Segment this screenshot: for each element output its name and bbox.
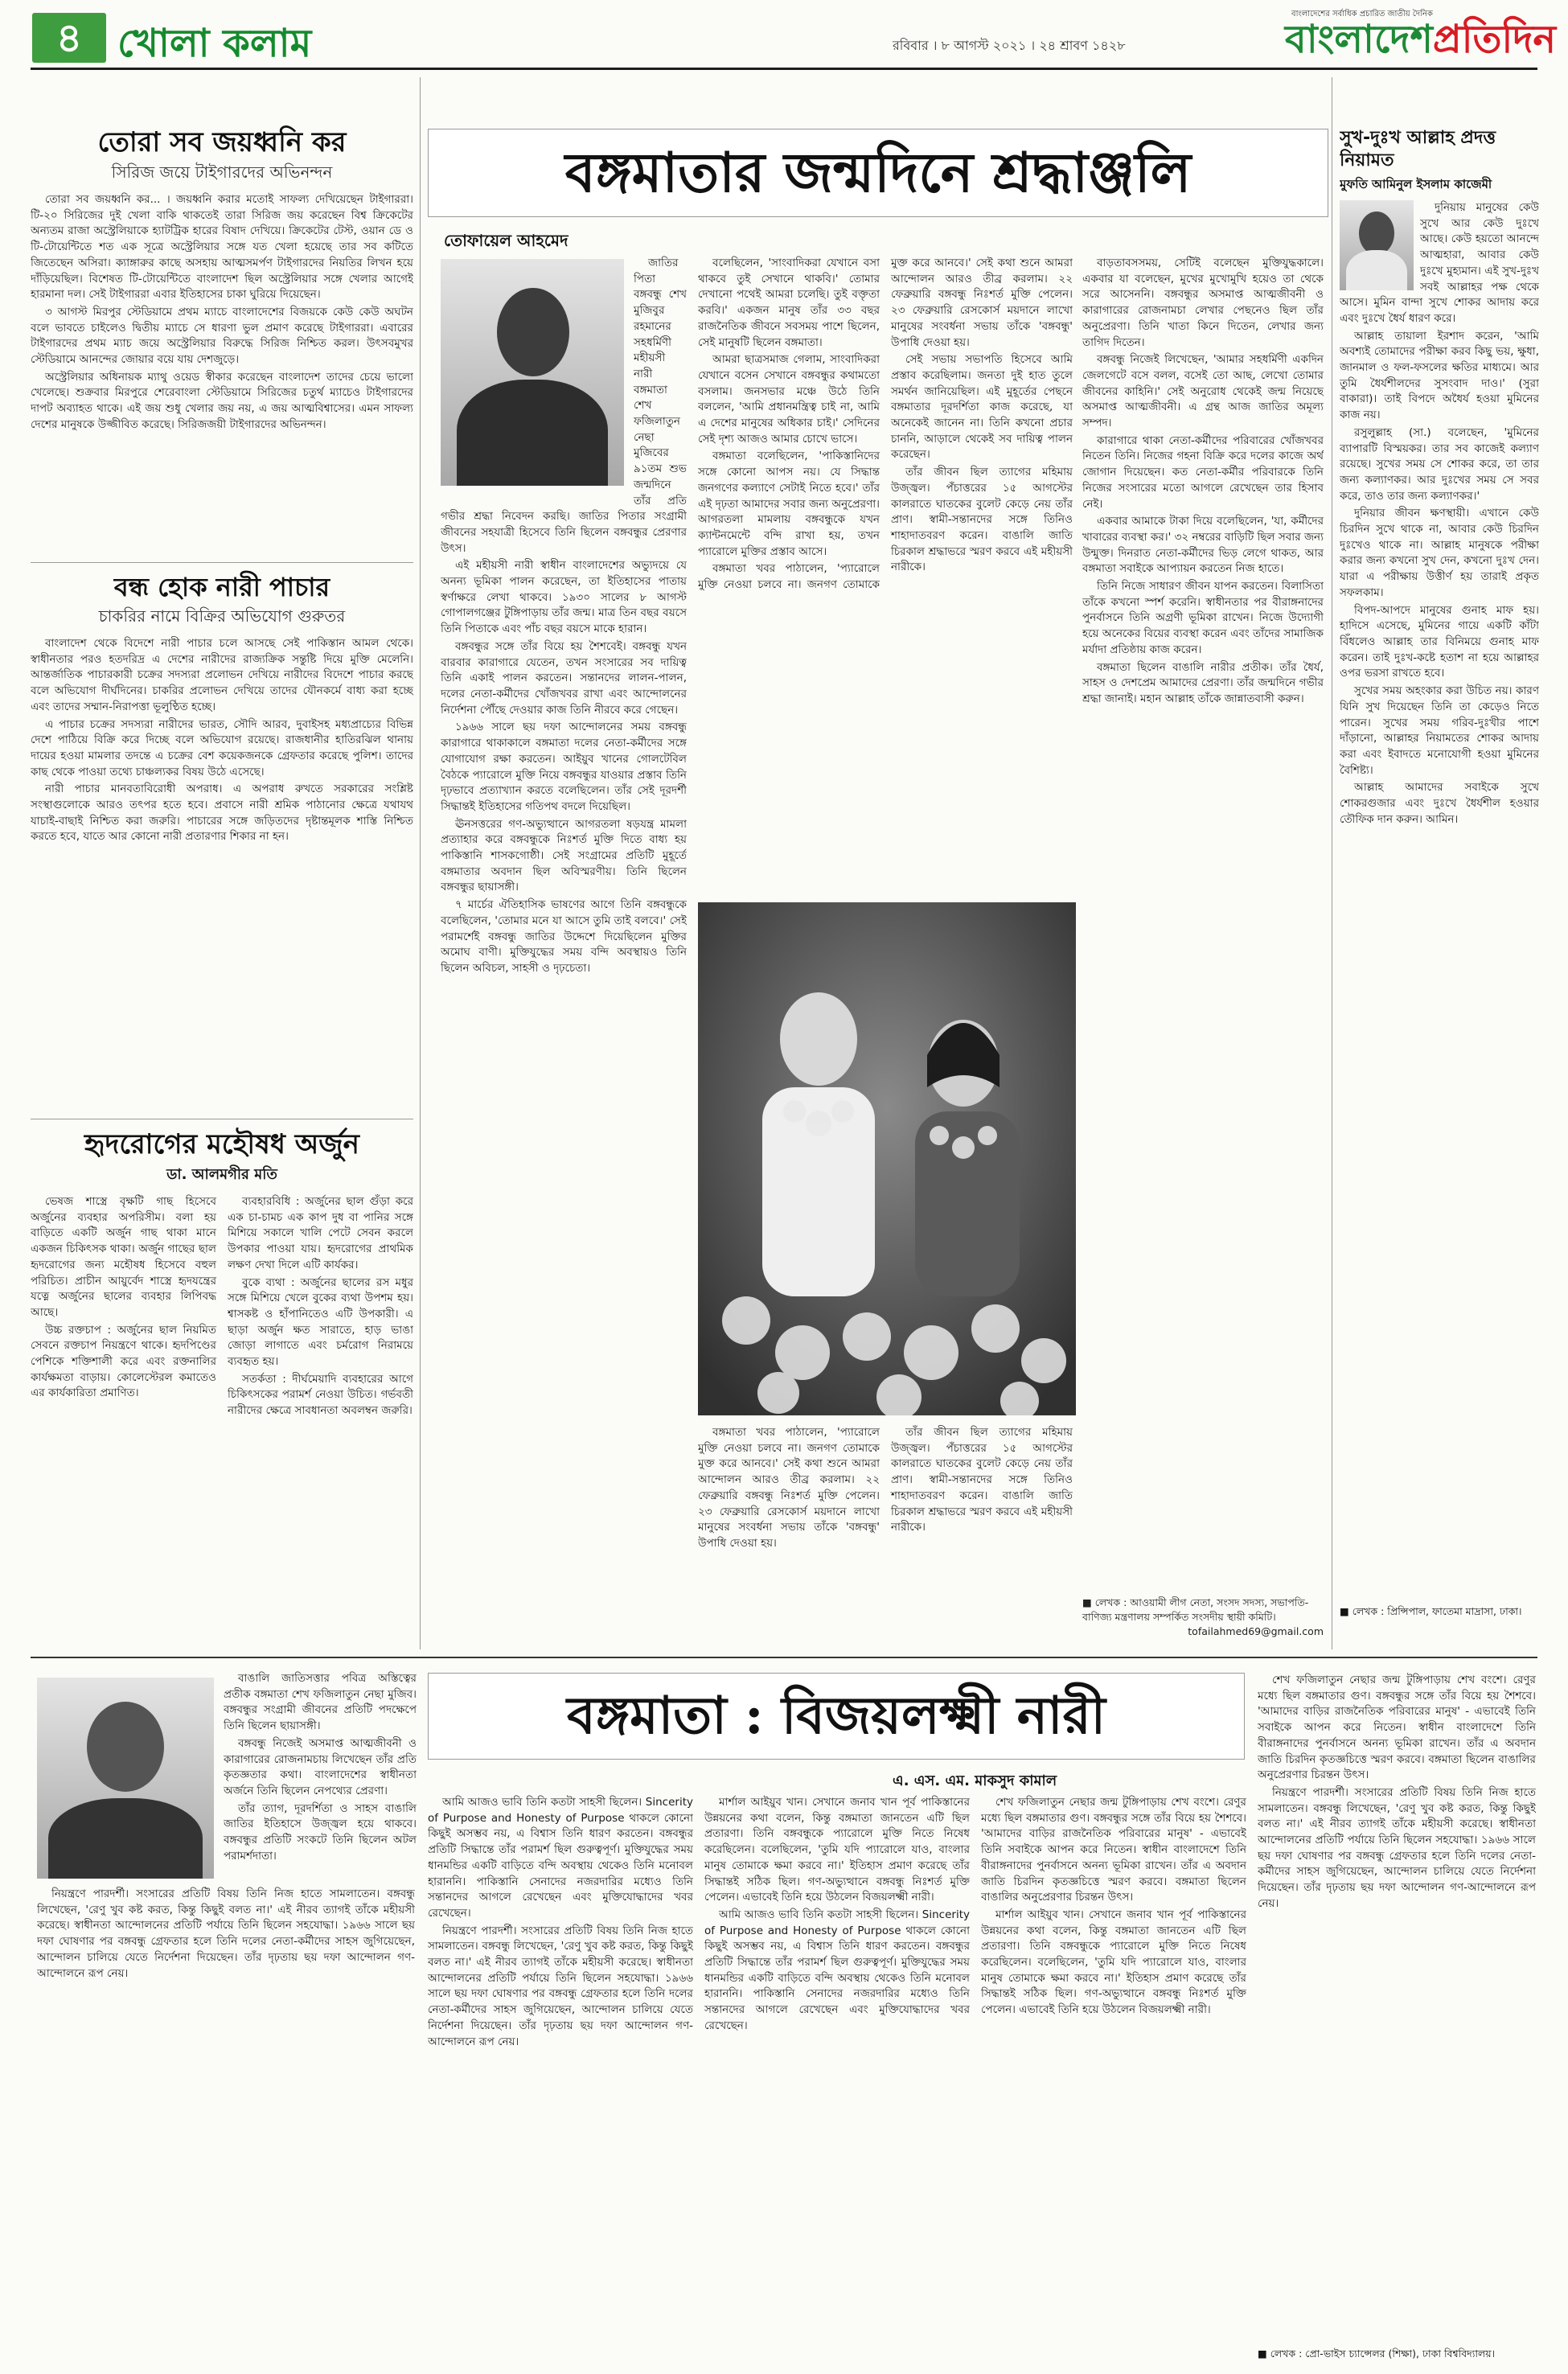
paragraph: ভেষজ শাস্ত্রে বৃক্ষটি গাছ হিসেবে অর্জুনের ব্যবহার অপরিসীম। বলা হয় বাড়িতে একটি অর্জুন গাছ থাকা মানে একজন চিকিৎসক থাকা। অর্জুন গাছের ছাল হৃদরোগের জন্য মহৌষধ হিসেবে বহুল পরিচিত। প্রাচীন আয়ুর্বেদ শাস্ত্রে হৃদযন্ত্রের যত্নে অর্জুনের ছালের ব্যবহার লিপিবদ্ধ আছে। [31, 1195, 216, 1319]
lead-headline: বঙ্গমাতার জন্মদিনে শ্রদ্ধাঞ্জলি [564, 141, 1192, 205]
newspaper-logo[interactable] [1229, 8, 1557, 63]
author-email[interactable]: tofailahmed69@gmail.com [1188, 1625, 1324, 1637]
paragraph: বঙ্গমাতা বলেছিলেন, 'পাকিস্তানিদের সঙ্গে কোনো আপস নয়। যে সিদ্ধান্ত জনগণের কল্যাণে সেটাই নিতে হবে।' তাঁর এই দৃঢ়তা আমাদের সবার জন্য অনুপ্রেরণা। আগরতলা মামলায় বঙ্গবন্ধুকে যখন ক্যান্টনমেন্টে বন্দি রাখা হয়, তখন প্যারোলে মুক্তির প্রস্তাব আসে। [698, 450, 880, 558]
paragraph: ৭ মার্চের ঐতিহাসিক ভাষণের আগে তিনি বঙ্গবন্ধুকে বলেছিলেন, 'তোমার মনে যা আসে তুমি তাই বলবে।' সেই পরামর্শেই বঙ্গবন্ধু জাতির উদ্দেশে দিয়েছিলেন মুক্তির অমোঘ বাণী। মুক্তিযুদ্ধের সময় বন্দি অবস্থায়ও তিনি ছিলেন অবিচল, সাহসী ও দৃঢ়চেতা। [441, 898, 687, 975]
paragraph: এ পাচার চক্রের সদস্যরা নারীদের ভারত, সৌদি আরব, দুবাইসহ মধ্যপ্রাচ্যের বিভিন্ন দেশে পাঠিয়ে বিক্রি করে দিচ্ছে বলে অভিযোগ রয়েছে। রাজধানীর হাতিরঝিল থানায় দায়ের হওয়া মামলার তদন্তে এ চক্রের বেশ কয়েকজনকে গ্রেফতার করেছে পুলিশ। তাদের কাছ থেকে পাওয়া তথ্যে চাঞ্চল্যকর বিষয় উঠে এসেছে। [31, 717, 413, 778]
lead-byline: তোফায়েল আহমেদ [444, 231, 569, 250]
paragraph: আমরা ছাত্রসমাজ গেলাম, সাংবাদিকরা যেখানে বসেন সেখানে বঙ্গবন্ধুর কথামতো বসলাম। জনসভার মঞ্চে উঠে তিনি বললেন, 'আমি প্রধানমন্ত্রিত্ব চাই না, আমি এ দেশের মানুষের অধিকার চাই।' সেদিনের সেই দৃশ্য আজও আমার চোখে ভাসে। [698, 353, 880, 446]
paragraph: বুকে ব্যথা : অর্জুনের ছালের রস মধুর সঙ্গে মিশিয়ে খেলে বুকের ব্যথা উপশম হয়। শ্বাসকষ্ট ও হাঁপানিতেও এটি উপকারী। এ ছাড়া অর্জুন ক্ষত সারাতে, হাড় ভাঙা জোড়া লাগাতে এবং চর্মরোগ নিরাময়ে ব্যবহৃত হয়। [228, 1275, 413, 1369]
paragraph: মার্শাল আইয়ুব খান। সেখানে জনাব খান পূর্ব পাকিস্তানের উন্নয়নের কথা বলেন, কিন্তু বঙ্গমাতা জানতেন এটি ছিল প্রতারণা। তিনি বঙ্গবন্ধুকে প্যারোলে মুক্তি নিতে নিষেধ করেছিলেন। বলেছিলেন, 'তুমি যদি প্যারোলে যাও, বাংলার মানুষ তোমাকে ক্ষমা করবে না।' ইতিহাস প্রমাণ করেছে তাঁর সিদ্ধান্তই সঠিক ছিল। গণ-অভ্যুত্থানে বঙ্গবন্ধু নিঃশর্ত মুক্তি পেলেন। এভাবেই তিনি হয়ে উঠলেন বিজয়লক্ষ্মী নারী। [704, 1796, 970, 1904]
paragraph: বঙ্গবন্ধুর সঙ্গে তাঁর বিয়ে হয় শৈশবেই। বঙ্গবন্ধু যখন বারবার কারাগারে যেতেন, তখন সংসারের সব দায়িত্ব তিনি একাই পালন করতেন। সন্তানদের লালন-পালন, দলের নেতা-কর্মীদের খোঁজখবর রাখা এবং আন্দোলনের নির্দেশনা পৌঁছে দেওয়ার কাজ তিনি নীরবে করে গেছেন। [441, 639, 687, 717]
paragraph: বঙ্গমাতা খবর পাঠালেন, 'প্যারোলে মুক্তি নেওয়া চলবে না। জনগণ তোমাকে মুক্ত করে আনবে।' সেই কথা শুনে আমরা আন্দোলন আরও তীব্র করলাম। ২২ ফেব্রুয়ারি বঙ্গবন্ধু নিঃশর্ত মুক্তি পেলেন। ২৩ ফেব্রুয়ারি রেসকোর্স ময়দানে লাখো মানুষের সংবর্ধনা সভায় তাঁকে 'বঙ্গবন্ধু' উপাধি দেওয়া হয়। [698, 257, 1073, 592]
right-byline: মুফতি আমিনুল ইসলাম কাজেমী [1340, 177, 1492, 191]
bottom-column-4 [981, 1795, 1246, 2361]
paragraph: একবার আমাকে টাকা দিয়ে বলেছিলেন, 'যা, কর্মীদের খাবারের ব্যবস্থা কর।' ৩২ নম্বরের বাড়িটি ছিল সবার জন্য উন্মুক্ত। দিনরাত নেতা-কর্মীদের ভিড় লেগে থাকত, আর বঙ্গমাতা সবাইকে আপ্যায়ন করতেন নিজ হাতে। [1082, 515, 1324, 576]
paragraph: বঙ্গমাতা ছিলেন বাঙালি নারীর প্রতীক। তাঁর ধৈর্য, সাহস ও দেশপ্রেম আমাদের প্রেরণা। তাঁর জন্মদিনে গভীর শ্রদ্ধা জানাই। মহান আল্লাহ তাঁকে জান্নাতবাসী করুন। [1082, 660, 1324, 705]
paragraph: বঙ্গবন্ধু নিজেই লিখেছেন, 'আমার সহধর্মিণী একদিন জেলগেটে বসে বলল, বসেই তো আছ, লেখো তোমার জীবনের কাহিনি।' সেই অনুরোধ থেকেই জন্ম নিয়েছে অসমাপ্ত আত্মজীবনী। এ গ্রন্থ আজ জাতির অমূল্য সম্পদ। [1082, 353, 1324, 430]
lead-column-a [441, 256, 687, 1623]
author-note: ■ লেখক : আওয়ামী লীগ নেতা, সংসদ সদস্য, সভাপতি-বাণিজ্য মন্ত্রণালয় সম্পর্কিত সংসদীয় স্থায়ী কমিটি। [1082, 1596, 1309, 1623]
bottom-headline-box [428, 1673, 1245, 1760]
lead-column-c [1082, 256, 1324, 1591]
article1-subhead: সিরিজ জয়ে টাইগারদের অভিনন্দন [111, 162, 333, 182]
paragraph: তাঁর ত্যাগ, দূরদর্শিতা ও সাহস বাঙালি জাতির ইতিহাসে উজ্জ্বল হয়ে থাকবে। বঙ্গবন্ধুর প্রতিটি সংকটে তিনি ছিলেন অটল পরামর্শদাতা। [224, 1801, 417, 1863]
column-rule [420, 77, 421, 1649]
paragraph: এই মহীয়সী নারী স্বাধীন বাংলাদেশের অভ্যুদয়ে যে অনন্য ভূমিকা পালন করেছেন, তা ইতিহাসের পাতায় স্বর্ণাক্ষরে লেখা থাকবে। ১৯৩০ সালের ৮ আগস্ট গোপালগঞ্জের টুঙ্গিপাড়ায় তাঁর জন্ম। মাত্র তিন বছর বয়সে তিনি পিতাকে এবং পাঁচ বছর বয়সে মাকে হারান। [441, 559, 687, 636]
article1-headline: তোরা সব জয়ধ্বনি কর [97, 126, 347, 158]
bottom-headline: বঙ্গমাতা : বিজয়লক্ষ্মী নারী [567, 1686, 1106, 1746]
paragraph: শেখ ফজিলাতুন নেছার জন্ম টুঙ্গিপাড়ায় শেখ বংশে। রেণুর মধ্যে ছিল বঙ্গমাতার গুণ। বঙ্গবন্ধুর সঙ্গে তাঁর বিয়ে হয় শৈশবে। 'আমাদের বাড়ির রাজনৈতিক পরিবারের মানুষ' - এভাবেই তিনি সবাইকে আপন করে নিতেন। স্বাধীন বাংলাদেশে তিনি বীরাঙ্গনাদের পুনর্বাসনে অনন্য ভূমিকা রাখেন। তাঁর এ অবদান জাতি চিরদিন কৃতজ্ঞচিত্তে স্মরণ করবে। বঙ্গমাতা ছিলেন বাঙালির অনুপ্রেরণার চিরন্তন উৎস। [1258, 1674, 1536, 1782]
paragraph: শেখ ফজিলাতুন নেছার জন্ম টুঙ্গিপাড়ায় শেখ বংশে। রেণুর মধ্যে ছিল বঙ্গমাতার গুণ। বঙ্গবন্ধুর সঙ্গে তাঁর বিয়ে হয় শৈশবে। 'আমাদের বাড়ির রাজনৈতিক পরিবারের মানুষ' - এভাবেই তিনি সবাইকে আপন করে নিতেন। স্বাধীন বাংলাদেশে তিনি বীরাঙ্গনাদের পুনর্বাসনে অনন্য ভূমিকা রাখেন। তাঁর এ অবদান জাতি চিরদিন কৃতজ্ঞচিত্তে স্মরণ করবে। বঙ্গমাতা ছিলেন বাঙালির অনুপ্রেরণার চিরন্তন উৎস। [981, 1796, 1246, 1904]
right-column [1340, 77, 1539, 1649]
paragraph: নিয়ন্ত্রণে পারদর্শী। সংসারের প্রতিটি বিষয় তিনি নিজ হাতে সামলাতেন। বঙ্গবন্ধু লিখেছেন, 'রেণু খুব কষ্ট করত, কিন্তু কিছুই বলত না।' এই নীরব ত্যাগই তাঁকে মহীয়সী করেছে। স্বাধীনতা আন্দোলনের প্রতিটি পর্যায়ে তিনি ছিলেন সহযোদ্ধা। ১৯৬৬ সালে ছয় দফা ঘোষণার পর বঙ্গবন্ধু গ্রেফতার হলে তিনি দলের নেতা-কর্মীদের সাহস জুগিয়েছেন, আন্দোলন চালিয়ে যেতে নির্দেশনা দিয়েছেন। তাঁর দৃঢ়তায় ছয় দফা আন্দোলন গণ-আন্দোলনে রূপ নেয়। [428, 1924, 693, 2048]
paragraph: রসুলুল্লাহ (সা.) বলেছেন, 'মুমিনের ব্যাপারটি বিস্ময়কর। তার সব কাজেই কল্যাণ রয়েছে। সুখের সময় সে শোকর করে, তা তার জন্য কল্যাণকর। আর দুঃখের সময় সে সবর করে, তাও তার জন্য কল্যাণকর।' [1340, 425, 1539, 503]
paragraph: উচ্চ রক্তচাপ : অর্জুনের ছাল নিয়মিত সেবনে রক্তচাপ নিয়ন্ত্রণে থাকে। হৃদপিণ্ডের পেশিকে শক্তিশালী করে এবং রক্তনালির কার্যক্ষমতা বাড়ায়। কোলেস্টেরল কমাতেও এর কার্যকারিতা প্রমাণিত। [31, 1323, 216, 1400]
paragraph: মার্শাল আইয়ুব খান। সেখানে জনাব খান পূর্ব পাকিস্তানের উন্নয়নের কথা বলেন, কিন্তু বঙ্গমাতা জানতেন এটি ছিল প্রতারণা। তিনি বঙ্গবন্ধুকে প্যারোলে মুক্তি নিতে নিষেধ করেছিলেন। বলেছিলেন, 'তুমি যদি প্যারোলে যাও, বাংলার মানুষ তোমাকে ক্ষমা করবে না।' ইতিহাস প্রমাণ করেছে তাঁর সিদ্ধান্তই সঠিক ছিল। গণ-অভ্যুত্থানে বঙ্গবন্ধু নিঃশর্ত মুক্তি পেলেন। এভাবেই তিনি হয়ে উঠলেন বিজয়লক্ষ্মী নারী। [981, 1908, 1246, 2017]
section-title: খোলা কলাম [117, 21, 312, 66]
paragraph: দুনিয়ার জীবন ক্ষণস্থায়ী। এখানে কেউ চিরদিন সুখে থাকে না, আবার কেউ চিরদিন দুঃখেও থাকে না। আল্লাহ মানুষকে পরীক্ষা করার জন্য কখনো সুখ দেন, কখনো দুঃখ দেন। যারা এ পরীক্ষায় উত্তীর্ণ হয় তারাই প্রকৃত সফলকাম। [1340, 507, 1539, 599]
lead-column-b-lower [698, 1425, 1073, 1650]
paragraph: নারী পাচার মানবতাবিরোধী অপরাধ। এ অপরাধ রুখতে সরকারের সংশ্লিষ্ট সংস্থাগুলোকে আরও তৎপর হতে হবে। প্রবাসে নারী শ্রমিক পাঠানোর ক্ষেত্রে যথাযথ যাচাই-বাছাই নিশ্চিত করা জরুরি। পাচারের সঙ্গে জড়িতদের দৃষ্টান্তমূলক শাস্তি নিশ্চিত করতে হবে, যাতে আর কোনো নারী প্রতারণার শিকার না হন। [31, 782, 413, 844]
paragraph: তাঁর জীবন ছিল ত্যাগের মহিমায় উজ্জ্বল। পঁচাত্তরের ১৫ আগস্টের কালরাতে ঘাতকের বুলেট কেড়ে নেয় তাঁর প্রাণ। স্বামী-সন্তানদের সঙ্গে তিনিও শাহাদাতবরণ করেন। বাঙালি জাতি চিরকাল শ্রদ্ধাভরে স্মরণ করবে এই মহীয়সী নারীকে। [891, 1426, 1073, 1534]
paragraph: বিপদ-আপদে মানুষের গুনাহ মাফ হয়। হাদিসে এসেছে, মুমিনের গায়ে একটি কাঁটা বিঁধলেও আল্লাহ তার বিনিময়ে গুনাহ মাফ করেন। তাই দুঃখ-কষ্টে হতাশ না হয়ে আল্লাহর ওপর ভরসা রাখতে হবে। [1340, 603, 1539, 680]
paragraph: বাংলাদেশ থেকে বিদেশে নারী পাচার চলে আসছে সেই পাকিস্তান আমল থেকে। স্বাধীনতার পরও হতদরিদ্র এ দেশের নারীদের রাজ্যক্রিক সন্তুষ্টি দিয়ে মুক্তি মেলেনি। আন্তর্জাতিক পাচারকারী চক্রের সদস্যরা প্রলোভন দেখিয়ে নারীদের বিদেশে পাচার করছে বলে অভিযোগ দীর্ঘদিনের। চাকরির প্রলোভন দেখিয়ে তাদের যৌনকর্মে বাধ্য করা হচ্ছে এবং তাদের সম্মান-নিরাপত্তা ভূলুণ্ঠিত হচ্ছে। [31, 637, 413, 713]
lead-photo [698, 902, 1076, 1415]
bottom-section-rule [31, 1657, 1537, 1658]
article2-body [31, 636, 413, 1111]
logo-word-1: বাংলাদেশ [1285, 17, 1433, 62]
paragraph: তোরা সব জয়ধ্বনি কর... । জয়ধ্বনি করার মতোই সাফল্য দেখিয়েছেন টাইগাররা। টি-২০ সিরিজের দুই খেলা বাকি থাকতেই তারা সিরিজ জয় করেছেন বিশ্ব ক্রিকেটের অন্যতম রাজা অস্ট্রেলিয়াকে হ্যাটট্রিক হারের বিষাদ দেখিয়ে। ক্রিকেটের টেস্ট, ওয়ান ডে ও টি-টোয়েন্টিতে শত এক সূত্রে অস্ট্রেলিয়ার সঙ্গে যত খেলা হয়েছে তার সব কটিতে জিতেছেন অসিরা। ক্যাঙ্গারুর কাছে অসহায় আত্মসমর্পণ টাইগারদের নিয়তির লিখন হয়ে দাঁড়িয়েছিল। বিশেষত টি-টোয়েন্টিতে বাংলাদেশ ছিল অস্ট্রেলিয়ার সঙ্গে খেলার আগেই হারমানা দল। সেই টাইগাররা এবার ইতিহাসের চাকা ঘুরিয়ে দিয়েছেন। [31, 193, 413, 302]
paragraph: নিয়ন্ত্রণে পারদর্শী। সংসারের প্রতিটি বিষয় তিনি নিজ হাতে সামলাতেন। বঙ্গবন্ধু লিখেছেন, 'রেণু খুব কষ্ট করত, কিন্তু কিছুই বলত না।' এই নীরব ত্যাগই তাঁকে মহীয়সী করেছে। স্বাধীনতা আন্দোলনের প্রতিটি পর্যায়ে তিনি ছিলেন সহযোদ্ধা। ১৯৬৬ সালে ছয় দফা ঘোষণার পর বঙ্গবন্ধু গ্রেফতার হলে তিনি দলের নেতা-কর্মীদের সাহস জুগিয়েছেন, আন্দোলন চালিয়ে যেতে নির্দেশনা দিয়েছেন। তাঁর দৃঢ়তায় ছয় দফা আন্দোলন গণ-আন্দোলনে রূপ নেয়। [1258, 1785, 1536, 1910]
bottom-column-5 [1258, 1673, 1536, 2340]
paragraph: তাঁর জীবন ছিল ত্যাগের মহিমায় উজ্জ্বল। পঁচাত্তরের ১৫ আগস্টের কালরাতে ঘাতকের বুলেট কেড়ে নেয় তাঁর প্রাণ। স্বামী-সন্তানদের সঙ্গে তিনিও শাহাদাতবরণ করেন। বাঙালি জাতি চিরকাল শ্রদ্ধাভরে স্মরণ করবে এই মহীয়সী নারীকে। [891, 466, 1073, 574]
paragraph: তিনি নিজে সাধারণ জীবন যাপন করতেন। বিলাসিতা তাঁকে কখনো স্পর্শ করেনি। স্বাধীনতার পর বীরাঙ্গনাদের পুনর্বাসনে তিনি অগ্রণী ভূমিকা রাখেন। নিজে উদ্যোগী হয়ে অনেকের বিয়ের ব্যবস্থা করেন এবং তাঁদের সামাজিক মর্যাদা প্রতিষ্ঠায় কাজ করেন। [1082, 580, 1324, 656]
article3-body [31, 1194, 413, 1645]
paragraph: বাড়তাবসসময়, সেটিই বলেছেন মুক্তিযুদ্ধকালে। একবার যা বলেছেন, মুখের মুখোমুখি হয়েও তা থেকে সরে আসেননি। বঙ্গবন্ধুর অসমাপ্ত আত্মজীবনী ও কারাগারের রোজনামচা লেখার পেছনেও ছিল তাঁর অনুপ্রেরণা। তিনি খাতা কিনে দিতেন, লেখার জন্য তাগিদ দিতেন। [1082, 257, 1324, 349]
bottom-author-photo [37, 1678, 214, 1879]
article3-headline: হৃদরোগের মহৌষধ অর্জুন [84, 1128, 359, 1160]
paragraph: বলেছিলেন, 'সাংবাদিকরা যেখানে বসা থাকবে তুই সেখানে থাকবি।' তোমার দেখানো পথেই আমরা চলেছি। তুই বক্তৃতা করবি।' একজন মানুষ তাঁর ৩৩ বছর রাজনৈতিক জীবনে সবসময় পাশে ছিলেন, সেই মানুষটি ছিলেন বঙ্গমাতা। [698, 257, 880, 349]
paragraph: ব্যবহারবিধি : অর্জুনের ছাল গুঁড়া করে এক চা-চামচ এক কাপ দুধ বা পানির সঙ্গে মিশিয়ে সকালে খালি পেটে সেবন করলে উপকার পাওয়া যায়। হৃদরোগের প্রাথমিক লক্ষণ দেখা দিলে এটি কার্যকর। [228, 1195, 413, 1271]
paragraph: ১৯৬৬ সালে ছয় দফা আন্দোলনের সময় বঙ্গবন্ধু কারাগারে থাকাকালে বঙ্গমাতা দলের নেতা-কর্মীদের সঙ্গে যোগাযোগ রক্ষা করতেন। আইয়ুব খানের গোলটেবিল বৈঠকে প্যারোলে মুক্তি নিয়ে বঙ্গবন্ধুর যাওয়ার প্রস্তাব তিনি দৃঢ়ভাবে প্রত্যাখ্যান করতে বলেছিলেন। তাঁর সেই দূরদর্শী সিদ্ধান্তই ইতিহাসের গতিপথ বদলে দিয়েছিল। [441, 721, 687, 813]
logo-tagline: বাংলাদেশের সর্বাধিক প্রচারিত জাতীয় দৈনিক [1291, 10, 1433, 18]
right-headline: সুখ-দুঃখ আল্লাহ প্রদত্ত নিয়ামত [1340, 128, 1496, 170]
bottom-column-2 [428, 1795, 693, 2361]
divider [31, 562, 413, 563]
paragraph: নিয়ন্ত্রণে পারদর্শী। সংসারের প্রতিটি বিষয় তিনি নিজ হাতে সামলাতেন। বঙ্গবন্ধু লিখেছেন, 'রেণু খুব কষ্ট করত, কিন্তু কিছুই বলত না।' এই নীরব ত্যাগই তাঁকে মহীয়সী করেছে। স্বাধীনতা আন্দোলনের প্রতিটি পর্যায়ে তিনি ছিলেন সহযোদ্ধা। ১৯৬৬ সালে ছয় দফা ঘোষণার পর বঙ্গবন্ধু গ্রেফতার হলে তিনি দলের নেতা-কর্মীদের সাহস জুগিয়েছেন, আন্দোলন চালিয়ে যেতে নির্দেশনা দিয়েছেন। তাঁর দৃঢ়তায় ছয় দফা আন্দোলন গণ-আন্দোলনে রূপ নেয়। [37, 1887, 415, 1980]
couple-photo-illustration [698, 902, 1076, 1415]
article3-byline: ডা. আলমগীর মতি [166, 1166, 277, 1183]
paragraph: ঊনসত্তরের গণ-অভ্যুত্থানে আগরতলা ষড়যন্ত্র মামলা প্রত্যাহার করে বঙ্গবন্ধুকে নিঃশর্ত মুক্তি দিতে বাধ্য হয় পাকিস্তানি শাসকগোষ্ঠী। সেই সংগ্রামের প্রতিটি মুহূর্তে বঙ্গমাতার অবদান ছিল অবিস্মরণীয়। তিনি ছিলেন বঙ্গবন্ধুর ছায়াসঙ্গী। [441, 817, 687, 894]
paragraph: আল্লাহ আমাদের সবাইকে সুখে শোকরগুজার এবং দুঃখে ধৈর্যশীল হওয়ার তৌফিক দান করুন। আমিন। [1340, 781, 1539, 826]
article2-headline: বন্ধ হোক নারী পাচার [113, 572, 330, 602]
issue-date: রবিবার । ৮ আগস্ট ২০২১ । ২৪ শ্রাবণ ১৪২৮ [893, 38, 1126, 53]
right-footer-note: ■ লেখক : প্রিন্সিপাল, ফাতেমা মাদ্রাসা, ঢাকা। [1340, 1605, 1522, 1617]
right-author-photo [1340, 200, 1414, 290]
paragraph: বাঙালি জাতিসত্তার পবিত্র অস্তিত্বের প্রতীক বঙ্গমাতা শেখ ফজিলাতুন নেছা মুজিব। বঙ্গবন্ধুর সংগ্রামী জীবনের প্রতিটি পদক্ষেপে তিনি ছিলেন ছায়াসঙ্গী। [224, 1672, 417, 1733]
paragraph: কারাগারে থাকা নেতা-কর্মীদের পরিবারের খোঁজখবর নিতেন তিনি। নিজের গহনা বিক্রি করে দলের কাজে অর্থ জোগান দিয়েছেন। কত নেতা-কর্মীর পরিবারকে তিনি নিজের সংসারের মতো আগলে রেখেছেন তার হিসাব নেই। [1082, 433, 1324, 511]
paragraph: সতর্কতা : দীর্ঘমেয়াদি ব্যবহারের আগে চিকিৎসকের পরামর্শ নেওয়া উচিত। গর্ভবতী নারীদের ক্ষেত্রে সাবধানতা অবলম্বন জরুরি। [228, 1372, 413, 1418]
bottom-column-1 [37, 1887, 415, 2361]
paragraph: আমি আজও ভাবি তিনি কতটা সাহসী ছিলেন। Sincerity of Purpose and Honesty of Purpose থাকলে কোনো কিছুই অসম্ভব নয়, এ বিশ্বাস তিনি ধারণ করতেন। বঙ্গবন্ধুর প্রতিটি সিদ্ধান্তে তাঁর পরামর্শ ছিল গুরুত্বপূর্ণ। মুক্তিযুদ্ধের সময় ধানমন্ডির একটি বাড়িতে বন্দি অবস্থায় থেকেও তিনি মনোবল হারাননি। পাকিস্তানি সেনাদের নজরদারির মধ্যেও তিনি সন্তানদের আগলে রেখেছেন এবং মুক্তিযোদ্ধাদের খবর রেখেছেন। [428, 1796, 693, 1920]
paragraph: সুখের সময় অহংকার করা উচিত নয়। কারণ যিনি সুখ দিয়েছেন তিনি তা কেড়েও নিতে পারেন। সুখের সময় গরিব-দুঃখীর পাশে দাঁড়ানো, আল্লাহর নিয়ামতের শোকর আদায় করা এবং ইবাদতে মনোযোগী হওয়া মুমিনের বৈশিষ্ট্য। [1340, 684, 1539, 777]
paragraph: জাতির পিতা বঙ্গবন্ধু শেখ মুজিবুর রহমানের সহধর্মিণী মহীয়সী নারী বঙ্গমাতা শেখ ফজিলাতুন নেছা মুজিবের ৯১তম শুভ জন্মদিনে তাঁর প্রতি গভীর শ্রদ্ধা নিবেদন করছি। জাতির পিতার সংগ্রামী জীবনের সহযাত্রী হিসেবে তিনি ছিলেন বঙ্গবন্ধুর প্রেরণার উৎস। [441, 257, 687, 555]
right-body [1340, 200, 1539, 1600]
lead-footer-note [1082, 1596, 1324, 1639]
paragraph: আল্লাহ তায়ালা ইরশাদ করেন, 'আমি অবশ্যই তোমাদের পরীক্ষা করব কিছু ভয়, ক্ষুধা, জানমাল ও ফল-ফসলের ক্ষতির মাধ্যমে। আর তুমি ধৈর্যশীলদের সুসংবাদ দাও।' (সুরা বাকারা)। তাই বিপদে অধৈর্য হওয়া মুমিনের কাজ নয়। [1340, 329, 1539, 422]
lead-column-b [698, 256, 1073, 899]
paragraph: আমি আজও ভাবি তিনি কতটা সাহসী ছিলেন। Sincerity of Purpose and Honesty of Purpose থাকলে কোনো কিছুই অসম্ভব নয়, এ বিশ্বাস তিনি ধারণ করতেন। বঙ্গবন্ধুর প্রতিটি সিদ্ধান্তে তাঁর পরামর্শ ছিল গুরুত্বপূর্ণ। মুক্তিযুদ্ধের সময় ধানমন্ডির একটি বাড়িতে বন্দি অবস্থায় থেকেও তিনি মনোবল হারাননি। পাকিস্তানি সেনাদের নজরদারির মধ্যেও তিনি সন্তানদের আগলে রেখেছেন এবং মুক্তিযোদ্ধাদের খবর রেখেছেন। [704, 1908, 970, 2032]
left-column [31, 77, 413, 1649]
paragraph: অস্ট্রেলিয়ার অধিনায়ক ম্যাথু ওয়েড স্বীকার করেছেন বাংলাদেশ তাদের চেয়ে ভালো খেলেছে। শুক্রবার মিরপুরে শেরেবাংলা স্টেডিয়ামে সিরিজের চতুর্থ ম্যাচেও টাইগারদের দাপট অব্যাহত থাকে। এই জয় শুধু খেলার জয় নয়, এ জয় আত্মবিশ্বাসের। এমন সাফল্য দেশের মানুষকে উজ্জীবিত করেছে। সিরিজজয়ী টাইগারদের অভিনন্দন। [31, 370, 413, 431]
paragraph: বঙ্গমাতা খবর পাঠালেন, 'প্যারোলে মুক্তি নেওয়া চলবে না। জনগণ তোমাকে মুক্ত করে আনবে।' সেই কথা শুনে আমরা আন্দোলন আরও তীব্র করলাম। ২২ ফেব্রুয়ারি বঙ্গবন্ধু নিঃশর্ত মুক্তি পেলেন। ২৩ ফেব্রুয়ারি রেসকোর্স ময়দানে লাখো মানুষের সংবর্ধনা সভায় তাঁকে 'বঙ্গবন্ধু' উপাধি দেওয়া হয়। [698, 1426, 880, 1550]
logo-word-2: প্রতিদিন [1432, 17, 1557, 62]
article2-subhead: চাকরির নামে বিক্রির অভিযোগ গুরুতর [98, 606, 346, 626]
paragraph: দুনিয়ায় মানুষের কেউ সুখে আর কেউ দুঃখে আছে। কেউ হয়তো আনন্দে আত্মহারা, আবার কেউ দুঃখে মুহ্যমান। এই সুখ-দুঃখ সবই আল্লাহর পক্ষ থেকে আসে। মুমিন বান্দা সুখে শোকর আদায় করে এবং দুঃখে ধৈর্য ধারণ করে। [1340, 201, 1539, 325]
paragraph: ৩ আগস্ট মিরপুর স্টেডিয়ামে প্রথম ম্যাচে বাংলাদেশের বিজয়কে কেউ কেউ অঘটন বলে ভাবতে চাইলেও দ্বিতীয় ম্যাচে সে ধারণা ভুল প্রমাণ করেছে টাইগাররা। এবারের টাইগারদের প্রথম ম্যাচ জয়ে অস্ট্রেলিয়ার বিরুদ্ধে সিরিজ নিশ্চিত করল। উৎসবমুখর স্টেডিয়ামে আনন্দের জোয়ার বয়ে যায় দেশজুড়ে। [31, 305, 413, 367]
article1-body [31, 192, 413, 554]
header-rule [31, 68, 1537, 70]
bottom-column-3 [704, 1795, 970, 2361]
bottom-byline: এ. এস. এম. মাকসুদ কামাল [893, 1772, 1057, 1789]
paragraph: সেই সভায় সভাপতি হিসেবে আমি প্রস্তাব করেছিলাম। জনতা দুই হাত তুলে সমর্থন জানিয়েছিল। এই মুহূর্তের পেছনে বঙ্গমাতার দূরদর্শিতা কাজ করেছে, যা অনেকেই জানেন না। তিনি কখনো প্রচার চাননি, আড়ালে থেকেই সব দায়িত্ব পালন করেছেন। [891, 353, 1073, 462]
paragraph: বঙ্গবন্ধু নিজেই অসমাপ্ত আত্মজীবনী ও কারাগারের রোজনামচায় লিখেছেন তাঁর প্রতি কৃতজ্ঞতার কথা। বাংলাদেশের স্বাধীনতা অর্জনে তিনি ছিলেন নেপথ্যের প্রেরণা। [224, 1736, 417, 1797]
bottom-footer-note: ■ লেখক : প্রো-ভাইস চ্যান্সেলর (শিক্ষা), ঢাকা বিশ্ববিদ্যালয়। [1258, 2347, 1496, 2360]
lead-headline-box [428, 129, 1328, 217]
page-number: ৪ [32, 13, 106, 63]
